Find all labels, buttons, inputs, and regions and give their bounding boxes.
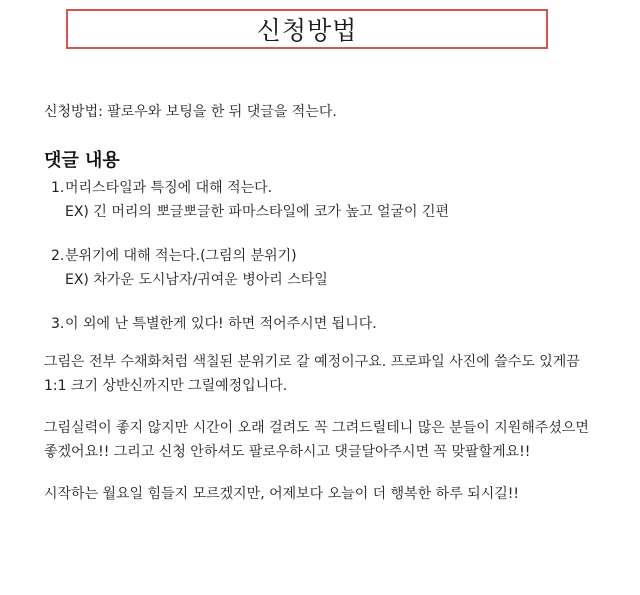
list-item-text: 분위기에 대해 적는다.(그림의 분위기) [65,248,297,264]
list-item-text: 이 외에 난 특별한게 있다! 하면 적어주시면 됩니다. [65,316,377,332]
list-item-number: 2. [51,248,65,264]
list-item [44,312,604,336]
list-item [44,176,604,224]
list-item-number: 3. [51,316,65,332]
intro-text: 신청방법: 팔로우와 보팅을 한 뒤 댓글을 적는다. [44,104,337,120]
post-body [44,100,604,524]
list-item-text: 머리스타일과 특징에 대해 적는다. [65,180,273,196]
list-item-example: EX) 차가운 도시남자/귀여운 병아리 스타일 [65,272,328,288]
list-item [44,244,604,292]
paragraph: 그림은 전부 수채화처럼 색칠된 분위기로 갈 예정이구요. 프로파일 사진에 쓸수도 있게끔 1:1 크기 상반신까지만 그릴예정입니다. [44,354,580,394]
paragraph: 시작하는 월요일 힘들지 모르겠지만, 어제보다 오늘이 더 행복한 하루 되시길!! [44,486,519,502]
instruction-list [44,176,604,336]
paragraph: 그림실력이 좋지 않지만 시간이 오래 걸려도 꼭 그려드릴테니 많은 분들이 지원해주셨으면 좋겠어요!! 그리고 신청 안하셔도 팔로우하시고 댓글달아주시면 꼭 맞팔할게요!! [44,420,589,460]
title-box [66,9,548,49]
list-item-number: 1. [51,180,65,196]
section-heading: 댓글 내용 [44,150,120,171]
list-item-example: EX) 긴 머리의 뽀글뽀글한 파마스타일에 코가 높고 얼굴이 긴편 [65,204,450,220]
page-title: 신청방법 [256,16,358,45]
